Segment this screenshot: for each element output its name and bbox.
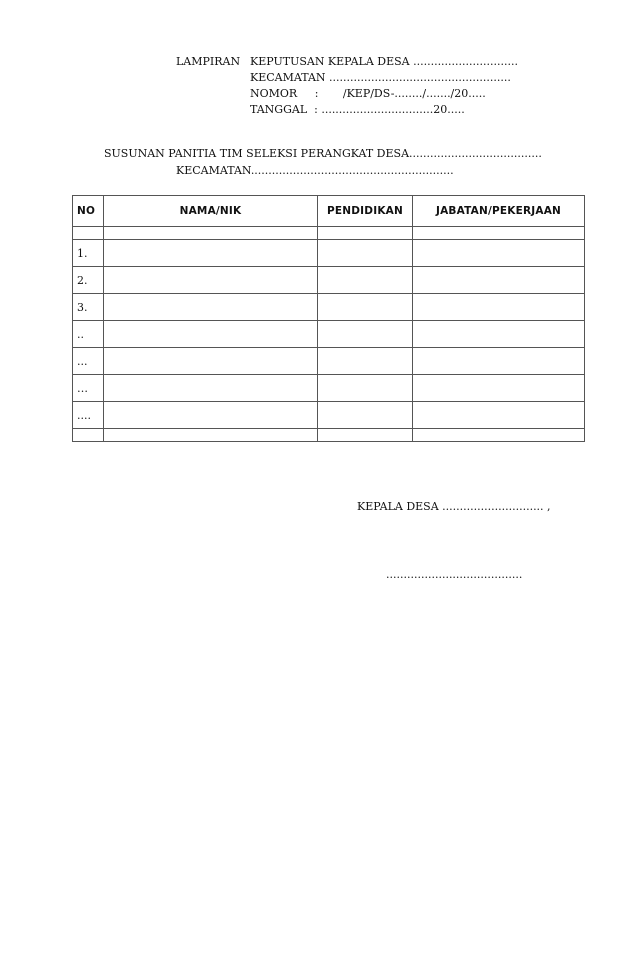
table-row bbox=[73, 402, 585, 429]
cell-jabatan bbox=[413, 267, 585, 294]
column-header-pendidikan: PENDIDIKAN bbox=[318, 196, 413, 227]
cell-pendidikan bbox=[318, 402, 413, 429]
document-title: SUSUNAN PANITIA TIM SELEKSI PERANGKAT DESA...................................... bbox=[104, 147, 542, 160]
cell-no: 3. bbox=[73, 294, 104, 321]
table-row bbox=[73, 267, 585, 294]
cell-jabatan bbox=[413, 294, 585, 321]
table-spacer-row bbox=[73, 227, 585, 240]
header-line-kecamatan: KECAMATAN .................................................... bbox=[250, 71, 511, 84]
cell-jabatan bbox=[413, 402, 585, 429]
table-spacer-row bbox=[73, 429, 585, 442]
cell-pendidikan bbox=[318, 348, 413, 375]
cell-nama bbox=[104, 402, 318, 429]
table-header-row bbox=[73, 196, 585, 227]
table-row bbox=[73, 321, 585, 348]
empty-cell bbox=[413, 227, 585, 240]
cell-jabatan bbox=[413, 321, 585, 348]
cell-nama bbox=[104, 294, 318, 321]
empty-cell bbox=[104, 429, 318, 442]
table-row bbox=[73, 294, 585, 321]
table-row bbox=[73, 240, 585, 267]
signature-name: ....................................... bbox=[386, 568, 523, 581]
cell-pendidikan bbox=[318, 267, 413, 294]
cell-pendidikan bbox=[318, 321, 413, 348]
committee-table bbox=[72, 195, 585, 442]
empty-cell bbox=[73, 227, 104, 240]
cell-no: .. bbox=[73, 321, 104, 348]
cell-no: .... bbox=[73, 402, 104, 429]
cell-no: … bbox=[73, 375, 104, 402]
cell-pendidikan bbox=[318, 240, 413, 267]
column-header-jabatan: JABATAN/PEKERJAAN bbox=[413, 196, 585, 227]
document-subtitle: KECAMATAN.......................................................... bbox=[176, 164, 454, 177]
column-header-nama: NAMA/NIK bbox=[104, 196, 318, 227]
header-line-nomor: NOMOR : /KEP/DS-......../......./20..... bbox=[250, 87, 486, 100]
table-row bbox=[73, 348, 585, 375]
cell-no: 1. bbox=[73, 240, 104, 267]
empty-cell bbox=[73, 429, 104, 442]
cell-pendidikan bbox=[318, 375, 413, 402]
cell-pendidikan bbox=[318, 294, 413, 321]
column-header-no: NO bbox=[73, 196, 104, 227]
empty-cell bbox=[104, 227, 318, 240]
empty-cell bbox=[318, 429, 413, 442]
cell-nama bbox=[104, 321, 318, 348]
cell-jabatan bbox=[413, 240, 585, 267]
header-line-keputusan: KEPUTUSAN KEPALA DESA .............................. bbox=[250, 55, 518, 68]
cell-no: 2. bbox=[73, 267, 104, 294]
cell-nama bbox=[104, 375, 318, 402]
header-label: LAMPIRAN bbox=[176, 55, 241, 68]
cell-jabatan bbox=[413, 375, 585, 402]
table-row bbox=[73, 375, 585, 402]
signature-title: KEPALA DESA ............................. , bbox=[357, 500, 551, 513]
cell-no: ... bbox=[73, 348, 104, 375]
empty-cell bbox=[318, 227, 413, 240]
empty-cell bbox=[413, 429, 585, 442]
cell-nama bbox=[104, 267, 318, 294]
header-line-tanggal: TANGGAL : ................................20..... bbox=[250, 103, 465, 116]
cell-jabatan bbox=[413, 348, 585, 375]
cell-nama bbox=[104, 348, 318, 375]
cell-nama bbox=[104, 240, 318, 267]
